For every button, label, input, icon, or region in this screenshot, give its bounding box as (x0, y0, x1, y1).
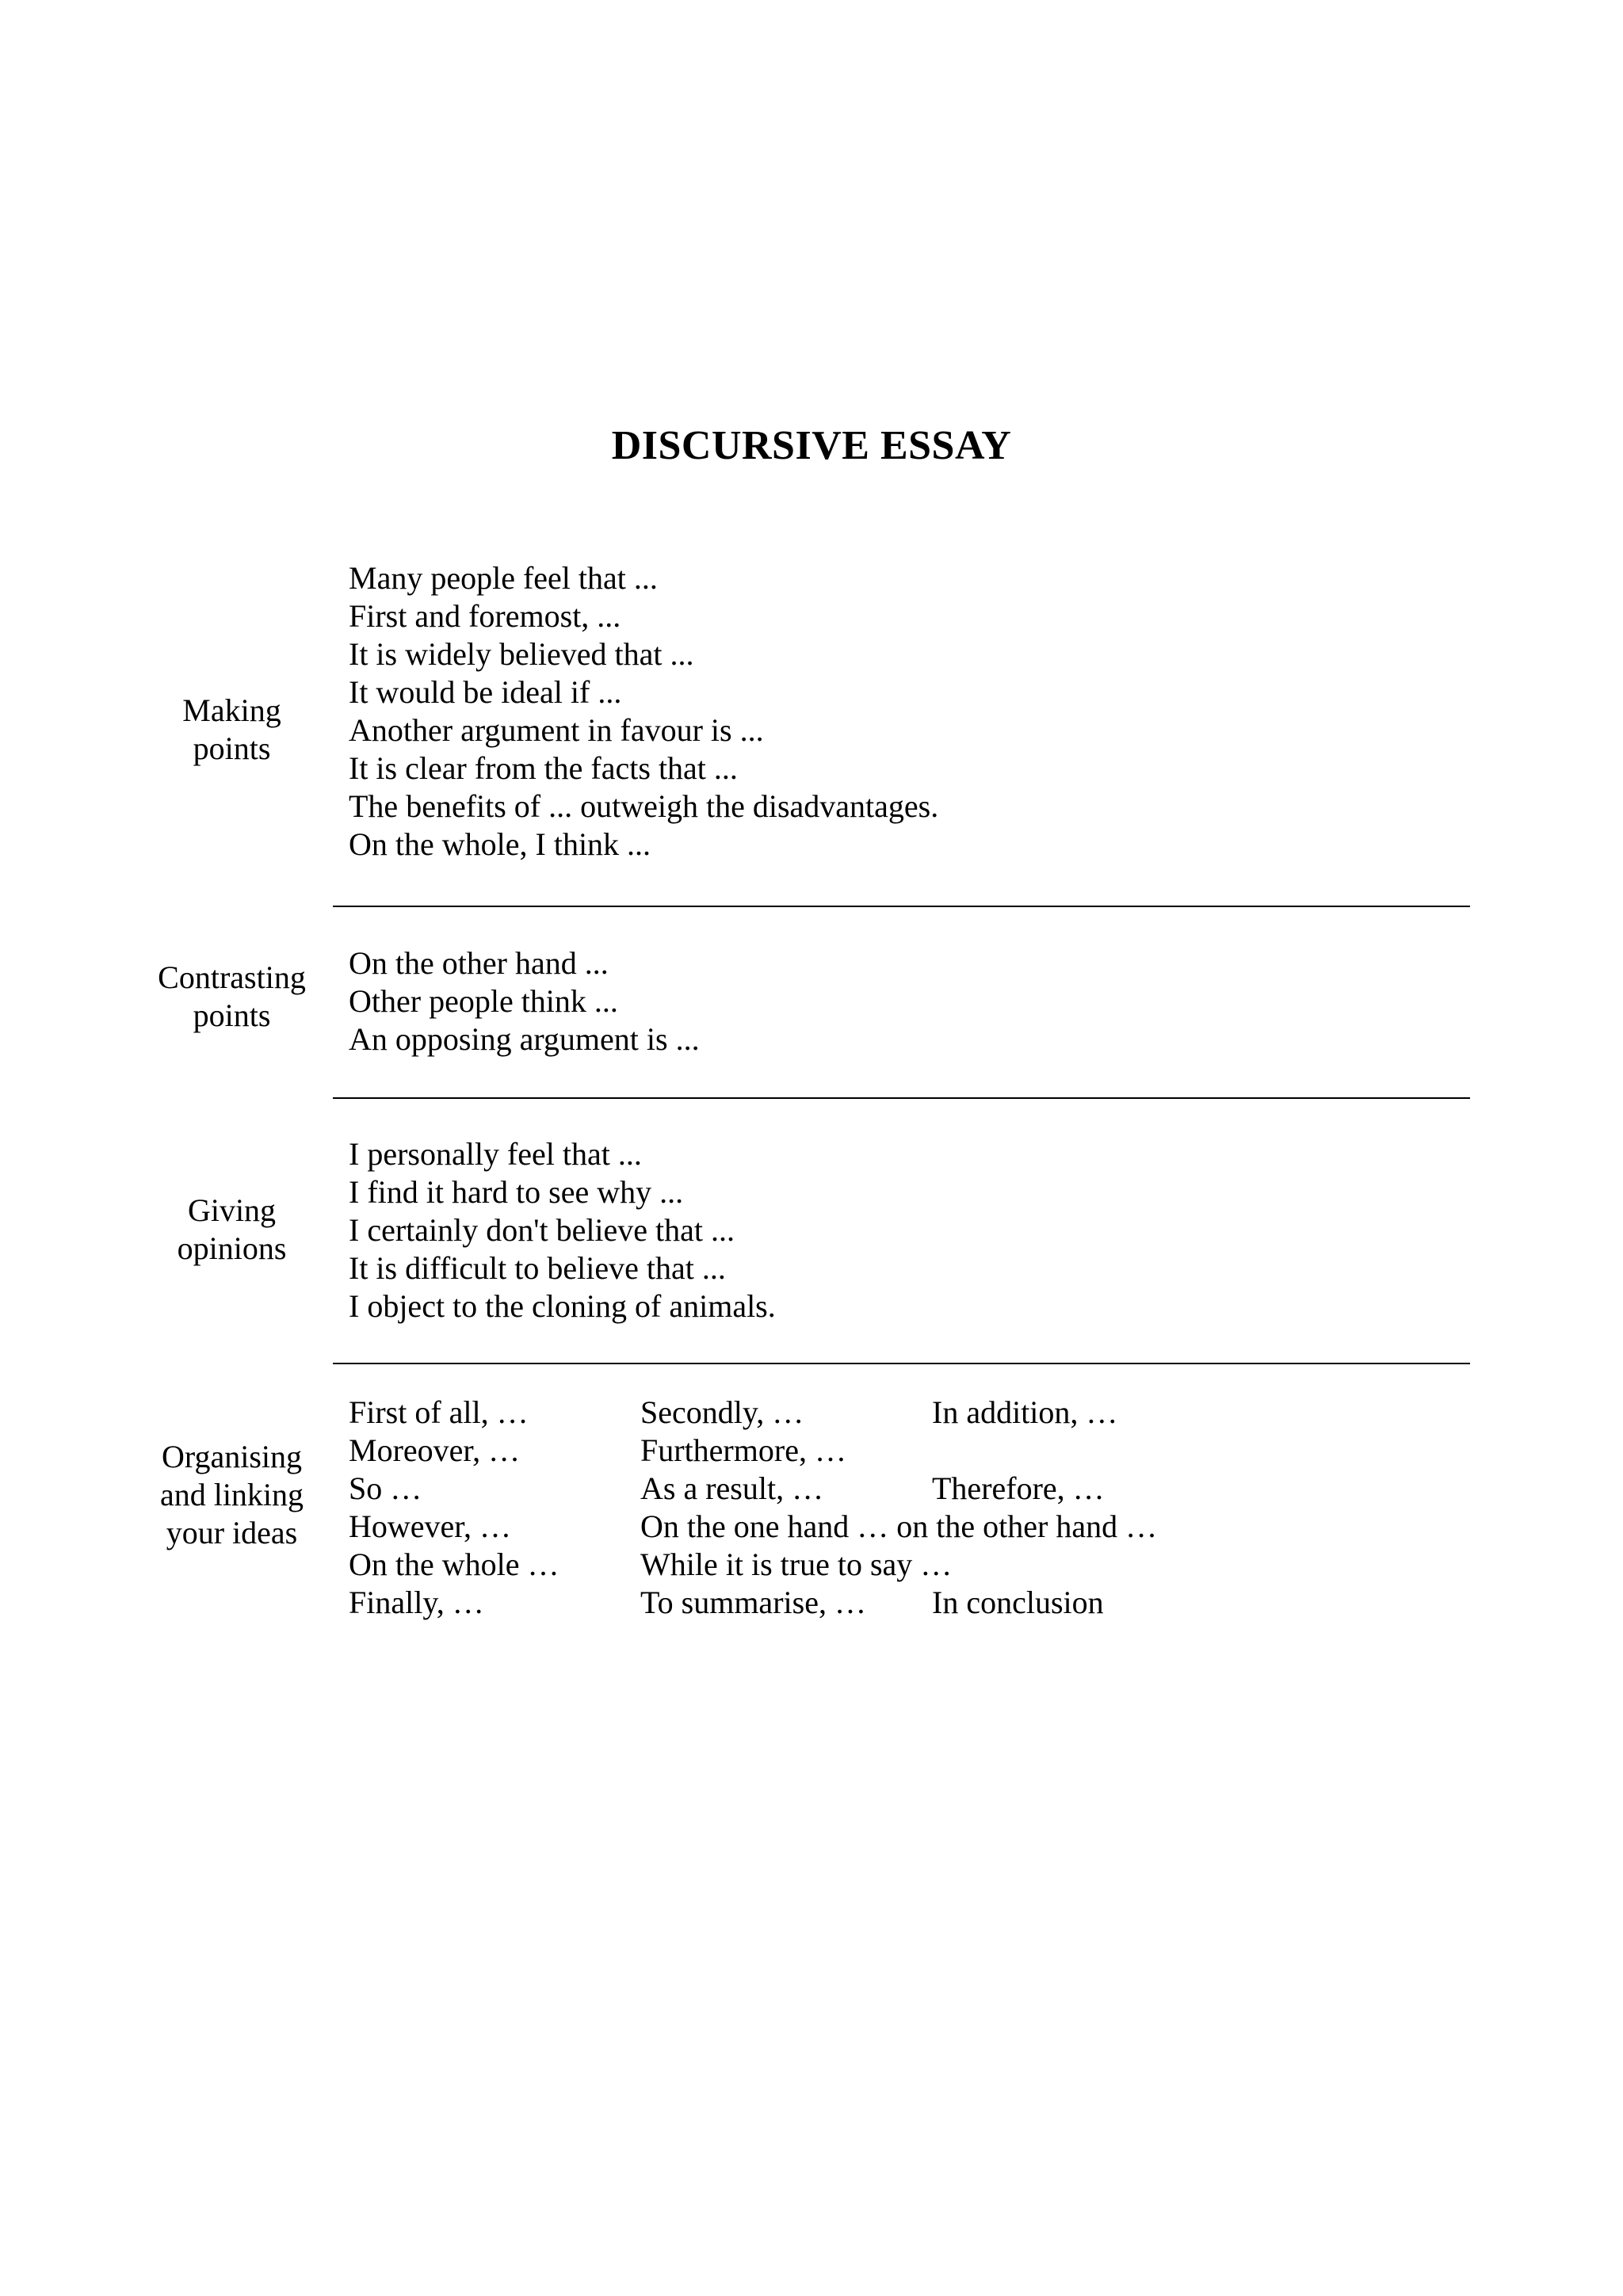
phrase: On the other hand ... (349, 945, 609, 981)
grid-cell: Therefore, … (932, 1470, 1105, 1506)
grid-cell: In addition, … (932, 1394, 1118, 1430)
phrase: Many people feel that ... (349, 560, 658, 596)
phrase: The benefits of ... outweigh the disadvantages. (349, 788, 939, 824)
phrase: It is difficult to believe that ... (349, 1250, 726, 1286)
grid-cell: On the whole … (349, 1547, 559, 1582)
grid-cell: However, … (349, 1508, 511, 1544)
grid-cell: While it is true to say … (640, 1547, 953, 1582)
phrase: I personally feel that ... (349, 1136, 642, 1172)
phrase: I find it hard to see why ... (349, 1174, 684, 1210)
phrase: I object to the cloning of animals. (349, 1288, 776, 1324)
phrase: Another argument in favour is ... (349, 712, 764, 748)
page-title: DISCURSIVE ESSAY (611, 423, 1012, 468)
grid-cell: In conclusion (932, 1585, 1104, 1620)
phrase: First and foremost, ... (349, 598, 621, 634)
phrase: It would be ideal if ... (349, 674, 622, 710)
label-line: your ideas (166, 1515, 298, 1550)
grid-cell: As a result, … (640, 1470, 824, 1506)
phrase-list-giving-opinions (349, 1135, 776, 1325)
label-line: Contrasting (158, 959, 306, 995)
grid-cell: Furthermore, … (640, 1432, 846, 1468)
section-divider (333, 1097, 1470, 1099)
section-label-contrasting-points (143, 959, 321, 1035)
grid-cell: To summarise, … (640, 1585, 866, 1620)
phrase: I certainly don't believe that ... (349, 1212, 735, 1248)
section-divider (333, 906, 1470, 907)
grid-cell: On the one hand … on the other hand … (640, 1508, 1158, 1544)
grid-cell: Finally, … (349, 1585, 484, 1620)
grid-cell: Secondly, … (640, 1394, 804, 1430)
label-line: Making (182, 692, 281, 728)
section-label-organising-ideas (143, 1438, 321, 1552)
section-label-giving-opinions (143, 1192, 321, 1268)
phrase: On the whole, I think ... (349, 826, 651, 862)
grid-cell: Moreover, … (349, 1432, 521, 1468)
phrase: An opposing argument is ... (349, 1021, 700, 1057)
section-divider (333, 1363, 1470, 1364)
grid-cell: So … (349, 1470, 422, 1506)
label-line: points (193, 997, 271, 1033)
label-line: and linking (159, 1477, 304, 1512)
phrase: It is clear from the facts that ... (349, 750, 738, 786)
label-line: opinions (177, 1230, 287, 1266)
phrase: Other people think ... (349, 983, 618, 1019)
label-line: Organising (161, 1439, 303, 1474)
label-line: points (193, 730, 271, 766)
label-line: Giving (187, 1192, 277, 1228)
phrase-list-contrasting-points (349, 944, 700, 1058)
grid-cell: First of all, … (349, 1394, 529, 1430)
section-label-making-points (143, 692, 321, 768)
phrase-list-making-points (349, 559, 938, 864)
phrase: It is widely believed that ... (349, 636, 694, 672)
